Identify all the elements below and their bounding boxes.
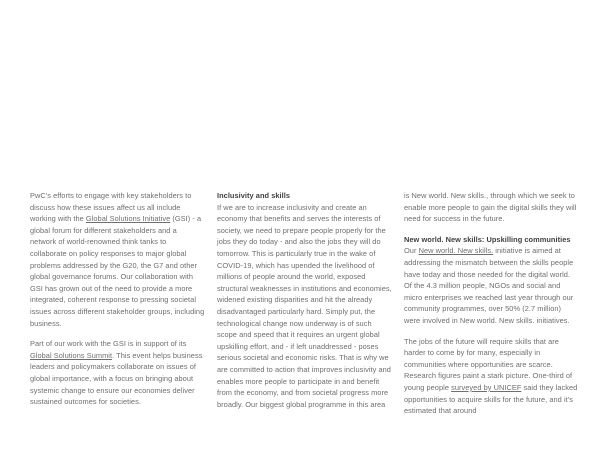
- text-run: initiative is aimed at addressing the mismatch between the skills people have today and those needed for the digital world. Of the 4.3 million people, NGOs and social and micro enterprises we reached last year through our community programmes, over 50% (2.7 million) were involved in New world. New skills. initiatives.: [404, 246, 574, 325]
- paragraph: [404, 190, 579, 225]
- text-run: (GSI) - a global forum for different stakeholders and a network of world-renowned think tanks to collaborate on policy responses to major global problems addressed by the G20, the G7 and other global governance forums. Our collaboration with GSI has grown out of the need to provide a more integrated, coherent response to pressing societal issues across different stakeholder groups, including business.: [30, 214, 205, 328]
- text-run: Part of our work with the GSI is in support of its: [30, 339, 187, 349]
- link-global-solutions-initiative[interactable]: Global Solutions Initiative: [85, 214, 171, 224]
- link-surveyed-by-unicef[interactable]: surveyed by UNICEF: [451, 382, 522, 392]
- text-columns: [30, 190, 578, 426]
- text-run: is New world. New skills., through which we seek to enable more people to gain the digital skills they will need for success in the future.: [404, 191, 577, 224]
- text-column-1: [30, 190, 205, 417]
- link-global-solutions-summit[interactable]: Global Solutions Summit: [30, 350, 113, 360]
- text-column-3: [404, 190, 579, 426]
- section-heading-inclusivity-and-skills: Inclusivity and skills: [217, 191, 290, 200]
- text-column-2: [217, 190, 392, 419]
- text-run: PwC's efforts to engage with key stakeholders to discuss how these issues affect us all include working with the: [30, 191, 192, 224]
- text-run: The jobs of the future will require skills that are harder to come by for many, especially in communities where opportunities are scarce. Research figures paint a stark picture. One-third of young people: [404, 336, 573, 392]
- link-new-world-new-skills[interactable]: New world. New skills.: [418, 246, 494, 256]
- paragraph: [404, 336, 579, 417]
- paragraph: [30, 338, 205, 408]
- paragraph: [404, 245, 579, 326]
- text-run: . This event helps business leaders and policymakers collaborate on issues of global importance, with a focus on bringing about systemic change to ensure our economies deliver sustained outcomes for societies.: [30, 350, 203, 407]
- text-run: said they lacked opportunities to acquire skills for the future, and it's estimated that around: [404, 382, 578, 416]
- paragraph: [30, 190, 205, 329]
- paragraph: [217, 202, 392, 411]
- text-run: If we are to increase inclusivity and create an economy that benefits and serves the interests of society, we need to prepare people properly for the jobs they do today - and also the jobs they will do tomorrow. This is particularly true in the wake of COVID-19, which has upended the livelihood of millions of people around the world, exposed structural weaknesses in institutions and economies, widened existing disparities and hit the already disadvantaged particularly hard. Simply put, the technological change now underway is of such scope and speed that it requires an urgent global upskilling effort, and - if left unaddressed - poses serious societal and economic risks. That is why we are committed to action that improves inclusivity and enables more people to participate in and benefit from the economy, and from societal progress more broadly. Our biggest global programme in this area: [217, 202, 392, 409]
- text-run: Our: [404, 246, 419, 256]
- section-heading-new-world-new-skills-upskilling-communities: New world. New skills: Upskilling communities: [404, 234, 571, 244]
